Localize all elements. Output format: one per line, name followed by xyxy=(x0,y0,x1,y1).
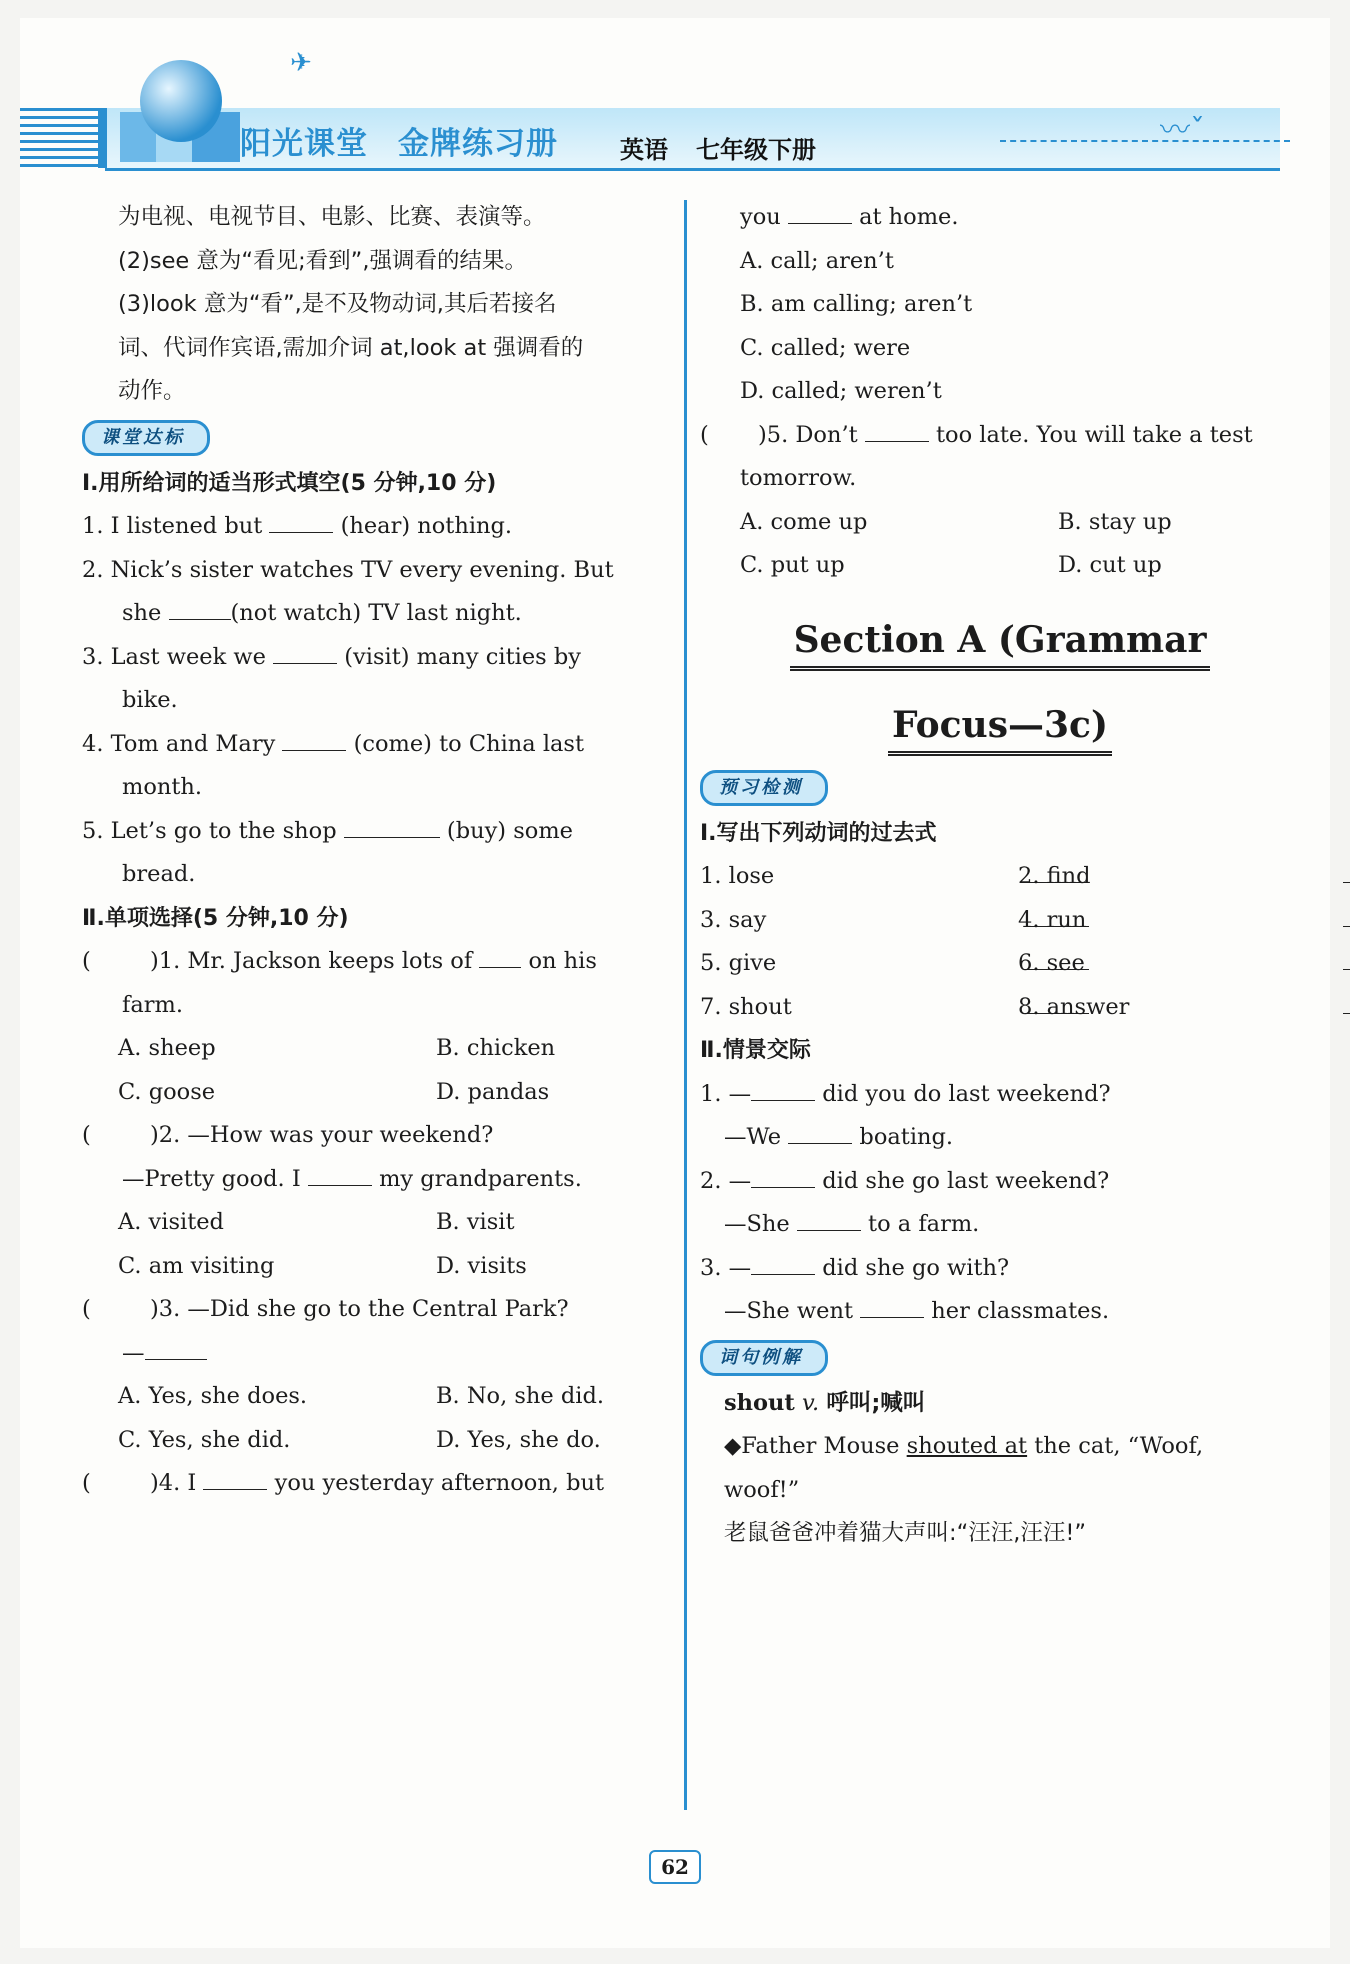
section-title: Section A (Grammar xyxy=(700,614,1300,671)
answer-blank[interactable] xyxy=(1343,987,1350,1014)
answer-blank[interactable] xyxy=(169,593,231,620)
grade-label: 七年级下册 xyxy=(696,136,816,164)
header-dashed-line xyxy=(1000,140,1290,142)
answer-blank[interactable] xyxy=(1343,900,1350,927)
fill-question-5-cont: bread. xyxy=(122,861,196,887)
paper-plane-icon: ✈ xyxy=(290,48,312,78)
mc-options xyxy=(700,544,1300,588)
fill-question-4: 4. Tom and Mary (come) to China last xyxy=(82,723,672,767)
intro-line: 词、代词作宾语,需加介词 at,look at 强调看的 xyxy=(118,334,584,361)
preview-check-badge: 预习检测 xyxy=(700,770,828,806)
dialog-response: —She to a farm. xyxy=(700,1203,1300,1247)
mc-options xyxy=(700,501,1300,545)
option-d[interactable]: D. called; weren’t xyxy=(740,378,942,404)
mc-question-2: ( )2. —How was your weekend? xyxy=(82,1114,672,1158)
verb-item: 3. say xyxy=(700,906,767,933)
subject-label: 英语 xyxy=(620,136,668,164)
mc-options xyxy=(82,1245,672,1289)
intro-line: 动作。 xyxy=(118,378,186,404)
answer-blank[interactable] xyxy=(203,1463,267,1490)
word-example-badge: 词句例解 xyxy=(700,1340,828,1376)
word-meaning: 呼叫;喊叫 xyxy=(826,1389,926,1416)
answer-blank[interactable] xyxy=(1343,943,1350,970)
option-b[interactable]: B. stay up xyxy=(1058,508,1172,535)
answer-blank[interactable] xyxy=(479,941,521,968)
answer-paren[interactable]: ( xyxy=(82,1470,91,1496)
part1-title: Ⅰ.用所给词的适当形式填空(5 分钟,10 分) xyxy=(82,470,497,496)
page-number-footer xyxy=(550,1850,800,1890)
mc-options xyxy=(82,1201,672,1245)
option-c[interactable]: C. Yes, she did. xyxy=(118,1426,291,1453)
series-title-1: 阳光课堂 xyxy=(240,126,368,162)
option-d[interactable]: D. pandas xyxy=(436,1078,550,1105)
word-head: shout xyxy=(724,1389,795,1416)
dialog-question: 2. — did she go last weekend? xyxy=(700,1160,1300,1204)
verb-item: 4. run xyxy=(1018,906,1087,933)
answer-paren[interactable]: ( xyxy=(82,948,91,974)
verb-row xyxy=(700,986,1300,1030)
option-d[interactable]: D. cut up xyxy=(1058,552,1162,578)
dialog-response: —We boating. xyxy=(700,1116,1300,1160)
page-header xyxy=(0,0,1350,180)
mc-question-5-cont: tomorrow. xyxy=(740,465,857,491)
answer-paren[interactable]: ( xyxy=(82,1122,91,1148)
answer-blank[interactable] xyxy=(282,724,346,751)
right-column xyxy=(700,196,1300,1556)
option-c[interactable]: C. put up xyxy=(740,552,845,578)
answer-blank[interactable] xyxy=(145,1333,207,1360)
answer-blank[interactable] xyxy=(308,1159,372,1186)
intro-line: (3)look 意为“看”,是不及物动词,其后若接名 xyxy=(118,291,557,317)
dialog-question: 1. — did you do last weekend? xyxy=(700,1073,1300,1117)
option-b[interactable]: B. chicken xyxy=(436,1035,556,1061)
left-column xyxy=(82,196,672,1506)
mc-options xyxy=(82,1027,672,1071)
example-translation: 老鼠爸爸冲着猫大声叫:“汪汪,汪汪!” xyxy=(724,1520,1087,1546)
fill-question-3: 3. Last week we (visit) many cities by xyxy=(82,636,672,680)
verb-row xyxy=(700,855,1300,899)
fill-question-5: 5. Let’s go to the shop (buy) some xyxy=(82,810,672,854)
option-b[interactable]: B. am calling; aren’t xyxy=(740,291,973,317)
answer-blank[interactable] xyxy=(273,637,337,664)
dialog-response: —She went her classmates. xyxy=(700,1290,1300,1334)
verb-item: 7. shout xyxy=(700,993,792,1020)
option-d[interactable]: D. visits xyxy=(436,1252,527,1279)
fill-question-1: 1. I listened but (hear) nothing. xyxy=(82,505,672,549)
answer-blank[interactable] xyxy=(269,506,333,533)
mc-options xyxy=(82,1375,672,1419)
fill-question-4-cont: month. xyxy=(122,774,203,800)
answer-blank[interactable] xyxy=(1343,856,1350,883)
verb-part-title: Ⅰ.写出下列动词的过去式 xyxy=(700,820,937,846)
answer-blank[interactable] xyxy=(751,1161,815,1188)
word-entry xyxy=(700,1382,1300,1426)
word-pos: v. xyxy=(801,1389,820,1416)
intro-line: (2)see 意为“看见;看到”,强调看的结果。 xyxy=(118,247,527,274)
mc-question-3: ( )3. —Did she go to the Central Park? xyxy=(82,1288,672,1332)
option-d[interactable]: D. Yes, she do. xyxy=(436,1426,601,1453)
intro-line: 为电视、电视节目、电影、比赛、表演等。 xyxy=(118,204,546,230)
answer-blank[interactable] xyxy=(860,1291,924,1318)
option-b[interactable]: B. No, she did. xyxy=(436,1383,605,1409)
mc-options xyxy=(82,1419,672,1463)
verb-item: 1. lose xyxy=(700,863,775,889)
globe-icon xyxy=(140,60,222,142)
birds-icon: 〰ˇ xyxy=(1160,113,1205,148)
option-a[interactable]: A. call; aren’t xyxy=(740,247,894,274)
page-number: 62 xyxy=(649,1850,701,1884)
option-b[interactable]: B. visit xyxy=(436,1209,515,1235)
answer-blank[interactable] xyxy=(865,415,929,442)
answer-blank[interactable] xyxy=(788,197,852,224)
mc-options xyxy=(82,1071,672,1115)
option-c[interactable]: C. goose xyxy=(118,1078,216,1105)
mc-question-1: ( )1. Mr. Jackson keeps lots of on his xyxy=(82,940,672,984)
series-title xyxy=(240,118,558,163)
answer-blank[interactable] xyxy=(788,1117,852,1144)
header-stripes xyxy=(20,108,107,168)
answer-blank[interactable] xyxy=(751,1074,815,1101)
dialog-question: 3. — did she go with? xyxy=(700,1247,1300,1291)
verb-row xyxy=(700,942,1300,986)
answer-blank[interactable] xyxy=(751,1248,815,1275)
verb-item: 2. find xyxy=(1018,863,1091,889)
verb-item: 8. answer xyxy=(1018,993,1130,1020)
dialog-part-title: Ⅱ.情景交际 xyxy=(700,1038,811,1063)
verb-item: 6. see xyxy=(1018,950,1085,976)
class-practice-badge: 课堂达标 xyxy=(82,420,210,456)
mc-question-5: ( )5. Don’t too late. You will take a test xyxy=(700,414,1300,458)
verb-row xyxy=(700,899,1300,943)
option-a[interactable]: A. come up xyxy=(740,508,868,535)
mc-question-1-cont: farm. xyxy=(122,991,183,1018)
answer-blank[interactable] xyxy=(344,811,440,838)
section-title-cont: Focus—3c) xyxy=(700,699,1300,756)
example-sentence-cont: woof!” xyxy=(724,1476,800,1503)
verb-item: 5. give xyxy=(700,950,777,976)
fill-question-3-cont: bike. xyxy=(122,687,178,713)
fill-question-2-cont: she (not watch) TV last night. xyxy=(82,592,672,636)
series-title-2: 金牌练习册 xyxy=(398,126,558,162)
answer-blank[interactable] xyxy=(797,1204,861,1231)
option-c[interactable]: C. am visiting xyxy=(118,1252,275,1279)
option-a[interactable]: A. sheep xyxy=(118,1035,216,1061)
answer-paren[interactable]: ( xyxy=(82,1296,91,1322)
fill-question-2: 2. Nick’s sister watches TV every evening. But xyxy=(82,556,614,583)
option-a[interactable]: A. visited xyxy=(118,1209,224,1235)
part2-title: Ⅱ.单项选择(5 分钟,10 分) xyxy=(82,905,349,931)
mc-question-3-cont: — xyxy=(82,1332,672,1376)
option-c[interactable]: C. called; were xyxy=(740,334,911,361)
mc-question-4: ( )4. I you yesterday afternoon, but xyxy=(82,1462,672,1506)
mc-question-2-cont: —Pretty good. I my grandparents. xyxy=(82,1158,672,1202)
example-sentence: ◆Father Mouse shouted at the cat, “Woof, xyxy=(724,1433,1204,1459)
book-subject xyxy=(620,130,816,165)
column-divider xyxy=(684,200,687,1810)
mc-question-4-cont: you at home. xyxy=(700,196,1300,240)
option-a[interactable]: A. Yes, she does. xyxy=(118,1383,308,1409)
answer-paren[interactable]: ( xyxy=(700,421,709,448)
